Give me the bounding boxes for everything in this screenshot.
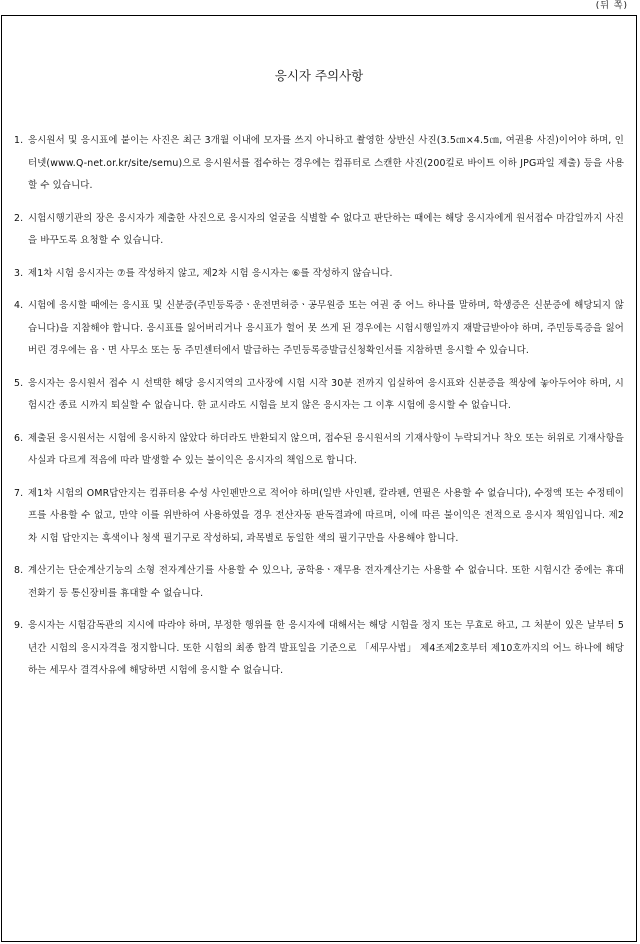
notice-text: 계산기는 단순계산기능의 소형 전자계산기를 사용할 수 있으나, 공학용ㆍ재무용 전자계산기는 사용할 수 없습니다. 또한 시험시간 중에는 휴대전화기 등 통신장비를 휴대할 수 없습니다. [28,565,624,599]
notice-number: 2. [14,212,24,224]
notice-number: 1. [14,135,24,146]
notice-text: 시험에 응시할 때에는 응시표 및 신분증(주민등록증ㆍ운전면허증ㆍ공무원증 또는 여권 중 어느 하나를 말하며, 학생증은 신분증에 해당되지 않습니다)을 지참해야 합니다. 응시표를 잃어버리거나 응시표가 헐어 못 쓰게 된 경우에는 시험시행일까지 재발급받아야 하며, 주민등록증을 잃어버린 경우에는 읍ㆍ면 사무소 또는 동 주민센터에서 발급하는 주민등록증발급신청확인서를 지참하면 응시할 수 있습니다. [28,300,624,356]
page-side-label: (뒤 쪽) [595,1,628,11]
notice-text: 응시원서 및 응시표에 붙이는 사진은 최근 3개월 이내에 모자를 쓰지 아니하고 촬영한 상반신 사진(3.5㎝×4.5㎝, 여권용 사진)이어야 하며, 인터넷(www.Q-net.or.kr/site/semu)으로 응시원서를 접수하는 경우에는 컴퓨터로 스캔한 사진(200킬로 바이트 이하 JPG파일 제출) 등을 사용할 수 있습니다. [28,135,624,191]
notice-item-6 [14,428,624,473]
notice-text: 시험시행기관의 장은 응시자가 제출한 사진으로 응시자의 얼굴을 식별할 수 없다고 판단하는 때에는 해당 응시자에게 원서접수 마감일까지 사진을 바꾸도록 요청할 수 있습니다. [28,212,624,246]
notice-text: 응시자는 시험감독관의 지시에 따라야 하며, 부정한 행위를 한 응시자에 대해서는 해당 시험을 정지 또는 무효로 하고, 그 처분이 있은 날부터 5년간 시험의 응시자격을 정지합니다. 또한 시험의 최종 합격 발표일을 기준으로 「세무사법」 제4조제2호부터 제10호까지의 어느 하나에 해당하는 세무사 결격사유에 해당하면 시험에 응시할 수 없습니다. [28,620,624,676]
notice-item-8 [14,560,624,605]
notice-number: 7. [14,487,24,499]
notice-item-7 [14,483,624,551]
notice-number: 8. [14,565,24,576]
notice-item-5 [14,373,624,418]
notice-number: 9. [14,620,24,631]
notice-item-3 [14,263,624,286]
notice-item-1 [14,130,624,198]
notice-item-2 [14,208,624,253]
notice-list [14,130,624,693]
notice-text: 응시자는 응시원서 접수 시 선택한 해당 응시지역의 고사장에 시험 시작 30분 전까지 입실하여 응시표와 신분증을 책상에 놓아두어야 하며, 시험시간 종료 시까지 퇴실할 수 없습니다. 한 교시라도 시험을 보지 않은 응시자는 그 이후 시험에 응시할 수 없습니다. [28,377,624,411]
notice-item-9 [14,615,624,683]
notice-number: 4. [14,300,24,311]
notice-number: 6. [14,432,24,444]
notice-text: 제1차 시험 응시자는 ⑦를 작성하지 않고, 제2차 시험 응시자는 ⑥를 작성하지 않습니다. [28,267,393,279]
document-title: 응시자 주의사항 [274,68,364,83]
notice-text: 제1차 시험의 OMR답안지는 컴퓨터용 수성 사인펜만으로 적어야 하며(일반 사인펜, 칼라펜, 연필은 사용할 수 없습니다), 수정액 또는 수정테이프를 사용할 수 없고, 만약 이를 위반하여 사용하였을 경우 전산자동 판독결과에 따르며, 이에 따른 불이익은 전적으로 응시자 책임입니다. 제2차 시험 답안지는 흑색이나 청색 필기구로 작성하되, 과목별로 동일한 색의 필기구만을 사용해야 합니다. [28,487,624,544]
notice-item-4 [14,295,624,363]
document-frame [1,15,637,942]
notice-number: 3. [14,267,24,279]
notice-number: 5. [14,377,24,389]
notice-text: 제출된 응시원서는 시험에 응시하지 않았다 하더라도 반환되지 않으며, 접수된 응시원서의 기재사항이 누락되거나 착오 또는 허위로 기재사항을 사실과 다르게 적음에 따라 발생할 수 있는 불이익은 응시자의 책임으로 합니다. [28,432,624,466]
